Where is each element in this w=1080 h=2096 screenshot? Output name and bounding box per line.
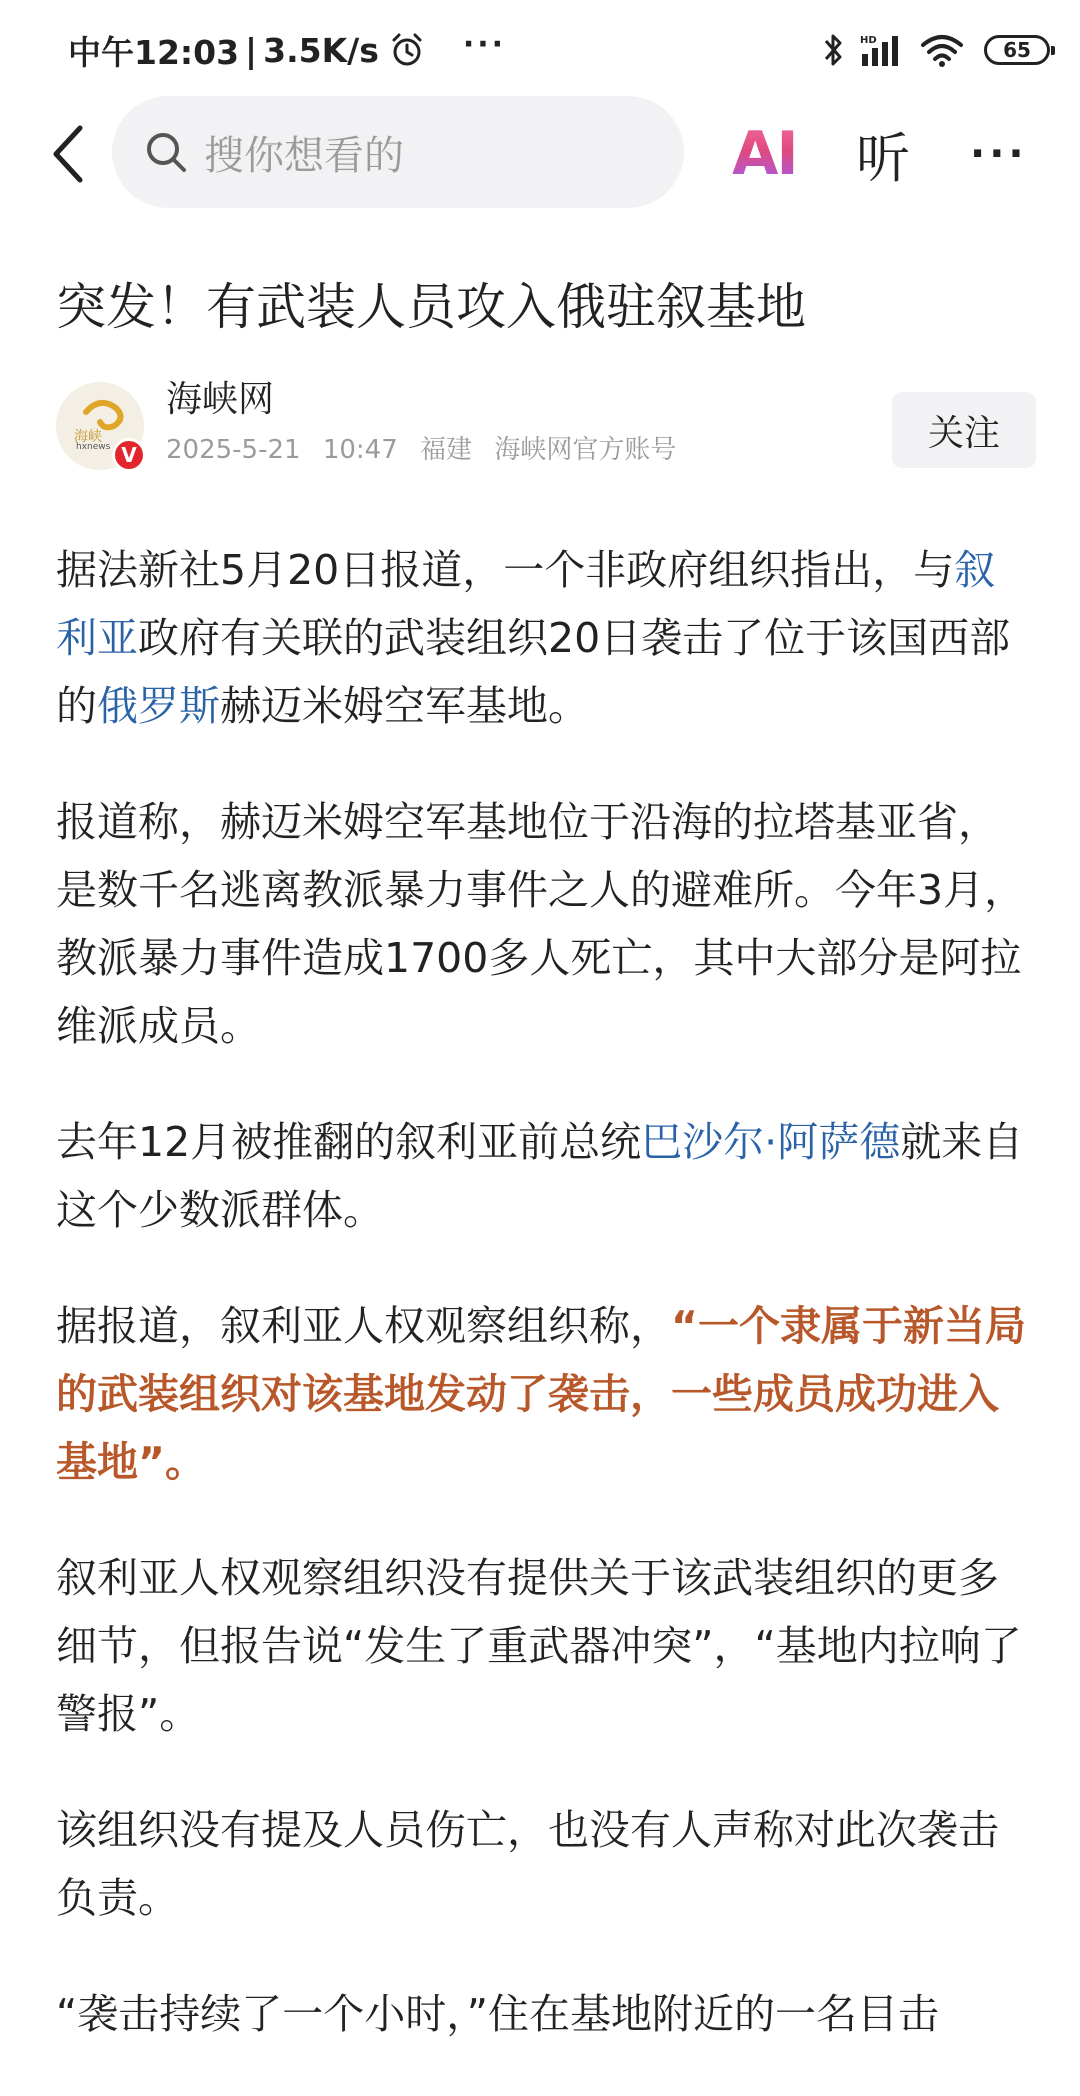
paragraph-text: 就来自这个少数派群体。 bbox=[56, 1118, 1024, 1234]
search-placeholder: 搜你想看的 bbox=[204, 132, 404, 179]
author-name[interactable]: 海峡网 bbox=[166, 379, 275, 420]
avatar-logo-text: 海峡 bbox=[74, 429, 102, 445]
ai-assistant-button[interactable]: AI bbox=[732, 119, 797, 189]
paragraph-text: 政府有关联的武装组织20日袭击了位于该国西部的 bbox=[56, 614, 1011, 730]
paragraph-2: 报道称，赫迈米姆空军基地位于沿海的拉塔基亚省，是数千名逃离教派暴力事件之人的避难所。今年3月，教派暴力事件造成1700多人死亡，其中大部分是阿拉维派成员。 bbox=[56, 798, 1026, 1050]
publish-date: 2025-5-21 bbox=[166, 435, 301, 465]
author-row bbox=[56, 376, 1036, 476]
article-body bbox=[56, 536, 1036, 2096]
listen-button[interactable]: 听 bbox=[856, 126, 910, 190]
highlighted-quote: “一个隶属于新当局的武装组织对该基地发动了袭击，一些成员成功进入基地”。 bbox=[56, 1302, 1026, 1486]
publish-location: 福建 bbox=[420, 435, 473, 465]
paragraph-text: 据报道，叙利亚人权观察组织称， bbox=[56, 1302, 671, 1350]
signal-icon bbox=[860, 32, 906, 68]
author-avatar[interactable] bbox=[56, 382, 144, 470]
svg-text:HD: HD bbox=[860, 35, 877, 46]
bluetooth-icon bbox=[820, 31, 846, 69]
author-meta bbox=[166, 432, 676, 468]
paragraph-1 bbox=[56, 536, 1036, 740]
search-icon bbox=[144, 130, 188, 174]
paragraph-text: 据法新社5月20日报道，一个非政府组织指出，与 bbox=[56, 546, 955, 594]
paragraph-text: 赫迈米姆空军基地。 bbox=[220, 682, 589, 730]
battery-icon bbox=[984, 35, 1050, 65]
battery-level: 65 bbox=[1003, 38, 1031, 62]
search-input[interactable] bbox=[112, 96, 684, 208]
status-right bbox=[820, 26, 1050, 74]
status-time: 中午12:03 bbox=[68, 32, 240, 72]
wifi-icon bbox=[920, 32, 964, 68]
more-options-button[interactable]: ··· bbox=[970, 131, 1028, 177]
link-bashar-assad[interactable]: 巴沙尔·阿萨德 bbox=[641, 1118, 901, 1166]
status-left bbox=[68, 26, 506, 74]
follow-button[interactable]: 关注 bbox=[892, 392, 1036, 468]
paragraph-7: “袭击持续了一个小时，”住在基地附近的一名目击 bbox=[56, 1990, 939, 2038]
network-speed: 3.5K/s bbox=[263, 30, 379, 70]
paragraph-3 bbox=[56, 1108, 1036, 1244]
verified-badge: V bbox=[112, 438, 146, 472]
alarm-icon bbox=[389, 32, 425, 68]
back-button[interactable] bbox=[40, 122, 96, 186]
link-russia[interactable]: 俄罗斯 bbox=[97, 682, 220, 730]
paragraph-4 bbox=[56, 1292, 1036, 1496]
paragraph-text: 去年12月被推翻的叙利亚前总统 bbox=[56, 1118, 642, 1166]
chevron-left-icon bbox=[50, 124, 86, 184]
status-more-icon: ··· bbox=[462, 26, 507, 62]
top-nav-bar bbox=[0, 96, 1080, 212]
account-type: 海峡网官方账号 bbox=[494, 435, 677, 465]
paragraph-6: 该组织没有提及人员伤亡，也没有人声称对此次袭击负责。 bbox=[56, 1806, 999, 1922]
status-bar bbox=[0, 0, 1080, 100]
paragraph-5: 叙利亚人权观察组织没有提供关于该武装组织的更多细节，但报告说“发生了重武器冲突”，“基地内拉响了警报”。 bbox=[56, 1554, 1022, 1738]
avatar-logo-sub: hxnews bbox=[76, 442, 111, 452]
article-title: 突发！有武装人员攻入俄驻叙基地 bbox=[56, 278, 806, 336]
link-syria[interactable]: 叙利亚 bbox=[56, 546, 996, 662]
publish-time: 10:47 bbox=[322, 435, 398, 465]
status-separator: | bbox=[245, 30, 258, 70]
